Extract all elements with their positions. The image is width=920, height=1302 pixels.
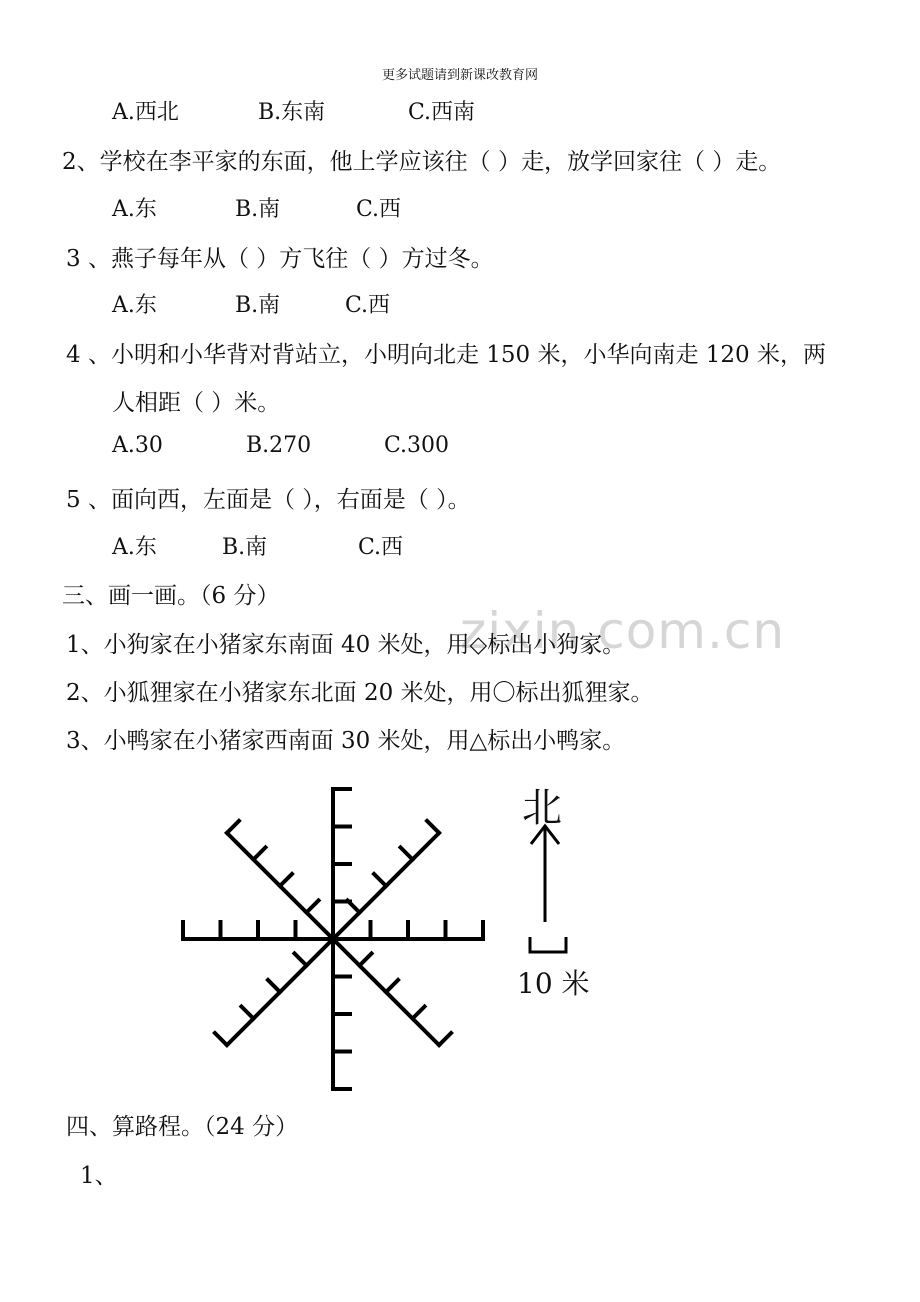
section3-item-3: 3、小鸭家在小猪家西南面 30 米处，用△标出小鸭家。 [66,728,626,754]
q4-text-line1: 4 、小明和小华背对背站立，小明向北走 150 米，小华向南走 120 米，两 [66,342,826,368]
compass-tick-northwest [306,900,318,912]
q3-text: 3 、燕子每年从（ ）方飞往（ ）方过冬。 [66,246,494,272]
compass-tick-southeast [360,953,372,965]
q5-text: 5 、面向西，左面是（ ），右面是（ ）。 [66,487,471,513]
q2-option-b: B.南 [235,197,281,222]
scale-label: 10 米 [517,967,590,1000]
compass-tick-northeast [401,847,413,859]
section3-item-1: 1、小狗家在小猪家东南面 40 米处，用◇标出小狗家。 [66,632,626,658]
q2-option-a: A.东 [112,197,157,222]
q3-option-a: A.东 [112,293,157,318]
q5-option-b: B.南 [222,535,268,560]
compass-tick-northeast [427,821,439,833]
q2-option-c: C.西 [356,197,402,222]
compass-tick-northwest [280,874,292,886]
north-arrow-icon [531,826,559,922]
scale-bar [530,937,566,952]
compass-tick-northeast [374,874,386,886]
page-header: 更多试题请到新课改教育网 [381,68,538,83]
q3-option-b: B.南 [235,293,281,318]
compass-tick-southwest [294,953,306,965]
compass-tick-southwest [241,1007,253,1019]
watermark: zixin.com.cn [460,602,786,660]
q5-option-a: A.东 [112,535,157,560]
compass-tick-northwest [227,821,239,833]
compass-tick-southeast [386,980,398,992]
q4-option-a: A.30 [112,433,163,458]
compass-tick-southwest [268,980,280,992]
section3-title: 三、画一画。（6 分） [62,583,280,609]
q3-option-c: C.西 [345,293,391,318]
compass-tick-southwest [215,1033,227,1045]
q4-option-c: C.300 [384,433,450,458]
q4-option-b: B.270 [246,433,312,458]
q1-option-c: C.西南 [408,100,476,125]
compass-tick-southeast [439,1033,451,1045]
q1-option-a: A.西北 [112,100,179,125]
compass-tick-southeast [413,1007,425,1019]
q4-text-line2: 人相距（ ）米。 [112,390,281,416]
north-label: 北 [522,785,562,831]
q1-option-b: B.东南 [258,100,326,125]
compass-tick-northwest [253,847,265,859]
compass-tick-northeast [347,900,359,912]
section4-item-1: 1、 [80,1163,118,1189]
q2-text: 2、学校在李平家的东面，他上学应该往（ ）走，放学回家往（ ）走。 [62,149,782,175]
compass-axes [183,789,483,1089]
section3-item-2: 2、小狐狸家在小猪家东北面 20 米处，用〇标出狐狸家。 [66,680,654,706]
section4-title: 四、算路程。（24 分） [66,1114,299,1140]
q5-option-c: C.西 [358,535,404,560]
